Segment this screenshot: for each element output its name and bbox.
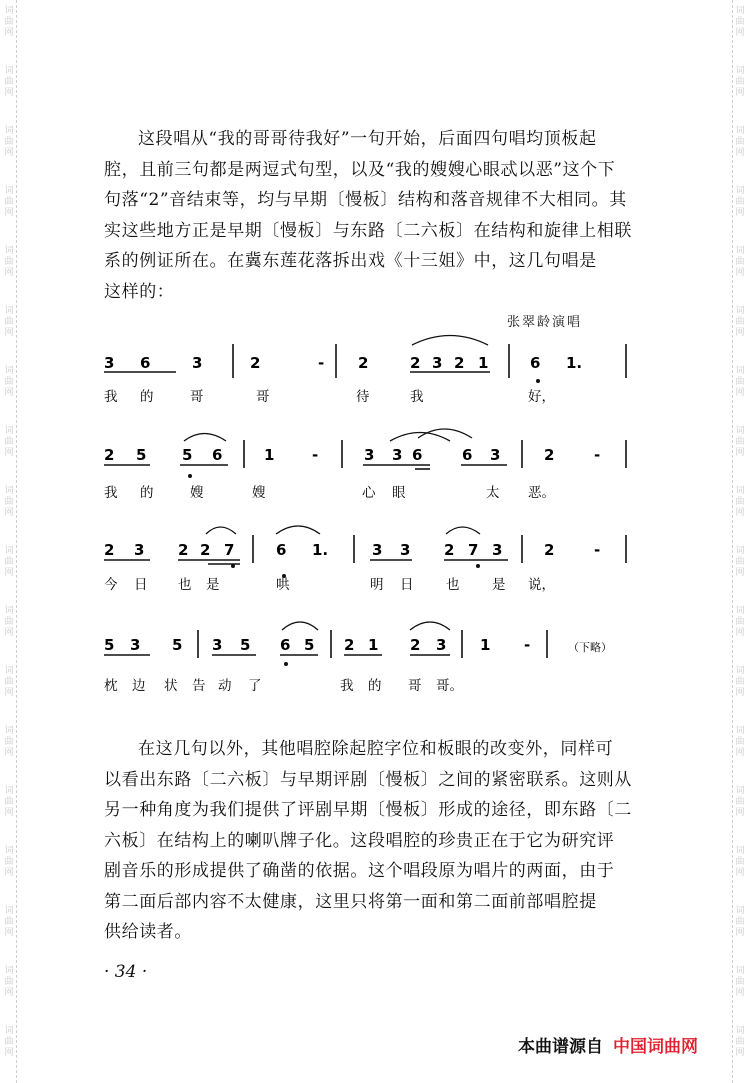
watermark-char: 曲 xyxy=(735,17,745,27)
watermark-char: 网 xyxy=(735,568,745,578)
score-lyric: 是 xyxy=(492,577,506,593)
watermark-char: 词 xyxy=(735,1026,745,1036)
score-note: 6 xyxy=(530,354,541,372)
watermark-char: 曲 xyxy=(735,137,745,147)
score-note: - xyxy=(524,636,531,654)
watermark-char: 曲 xyxy=(4,497,14,507)
text-line: 系的例证所在。在冀东莲花落拆出戏《十三姐》中，这几句唱是 xyxy=(104,251,597,271)
score-lyric: 枕 xyxy=(104,678,118,694)
watermark-char: 网 xyxy=(735,148,745,158)
score-lyric: 告 xyxy=(192,678,206,694)
watermark-char: 网 xyxy=(4,808,14,818)
score-lyric: 日 xyxy=(134,577,148,593)
score-note: 1 xyxy=(478,354,489,372)
watermark-char: 曲 xyxy=(735,857,745,867)
score-note: 6 xyxy=(276,541,287,559)
score-note: 2 xyxy=(104,541,115,559)
watermark-char: 曲 xyxy=(735,377,745,387)
score-lyric: 动 xyxy=(218,678,232,694)
watermark-char: 曲 xyxy=(4,317,14,327)
watermark-char: 曲 xyxy=(4,977,14,987)
score-lyric: 哥 xyxy=(190,389,204,405)
watermark-char: 曲 xyxy=(4,137,14,147)
text-line: 腔，且前三句都是两逗式句型，以及“我的嫂嫂心眼忒以恶”这个下 xyxy=(104,159,616,180)
watermark-char: 曲 xyxy=(735,557,745,567)
score-note: - xyxy=(318,354,325,372)
score-note: 3 xyxy=(492,541,503,559)
score-note: 3 xyxy=(372,541,383,559)
watermark-char: 网 xyxy=(4,148,14,158)
score-lyric: 我 xyxy=(104,485,118,501)
watermark-char: 曲 xyxy=(4,737,14,747)
score-lyric: 的 xyxy=(368,678,382,694)
score-lyric: 眼 xyxy=(392,485,406,501)
paragraph-analysis xyxy=(104,734,632,948)
watermark-char: 词 xyxy=(735,846,745,856)
score-lyric: 待 xyxy=(356,389,370,405)
score-note: 3 xyxy=(490,446,501,464)
watermark-char: 词 xyxy=(4,906,14,916)
watermark-char: 词 xyxy=(4,1026,14,1036)
watermark-char: 词 xyxy=(735,786,745,796)
watermark-char: 曲 xyxy=(735,737,745,747)
score-lyric: 哥。 xyxy=(436,678,463,694)
watermark-char: 网 xyxy=(4,568,14,578)
watermark-char: 曲 xyxy=(735,77,745,87)
watermark-char: 词 xyxy=(735,486,745,496)
source-site-link[interactable]: 中国词曲网 xyxy=(613,1037,698,1057)
score-note: 5 xyxy=(182,446,193,464)
score-note: 2 xyxy=(358,354,369,372)
performer-credit: 张翠龄演唱 xyxy=(507,315,583,330)
watermark-char: 曲 xyxy=(735,257,745,267)
watermark-char: 网 xyxy=(735,628,745,638)
score-note: 1. xyxy=(312,541,329,559)
watermark-char: 曲 xyxy=(735,497,745,507)
watermark-char: 曲 xyxy=(4,17,14,27)
watermark-char: 网 xyxy=(4,208,14,218)
score-note: 2 xyxy=(178,541,189,559)
watermark-char: 曲 xyxy=(4,257,14,267)
watermark-char: 词 xyxy=(4,186,14,196)
score-note: 2 xyxy=(344,636,355,654)
watermark-char: 词 xyxy=(4,546,14,556)
watermark-char: 曲 xyxy=(4,437,14,447)
watermark-char: 曲 xyxy=(735,197,745,207)
score-note: 6 xyxy=(280,636,291,654)
watermark-char: 网 xyxy=(4,1048,14,1058)
watermark-char: 网 xyxy=(4,988,14,998)
watermark-char: 曲 xyxy=(735,1037,745,1047)
score-lyric: 太 xyxy=(486,485,500,501)
watermark-char: 词 xyxy=(735,726,745,736)
watermark-char: 网 xyxy=(735,208,745,218)
score-note: 1 xyxy=(264,446,275,464)
score-note: 6 xyxy=(212,446,223,464)
watermark-char: 词 xyxy=(4,306,14,316)
score-note: 1 xyxy=(368,636,379,654)
watermark-char: 网 xyxy=(4,28,14,38)
score-note: 3 xyxy=(432,354,443,372)
watermark-char: 词 xyxy=(4,66,14,76)
watermark-char: 词 xyxy=(4,6,14,16)
score-note: 2 xyxy=(200,541,211,559)
score-note: 2 xyxy=(544,446,555,464)
score-note: 3 xyxy=(192,354,203,372)
score-lyric: 边 xyxy=(132,678,146,694)
text-line: 这样的： xyxy=(104,281,175,302)
score-lyric: 嫂 xyxy=(190,485,204,501)
score-note: 5 xyxy=(136,446,147,464)
watermark-char: 网 xyxy=(735,88,745,98)
watermark-char: 词 xyxy=(735,966,745,976)
text-line: 供给读者。 xyxy=(104,922,192,942)
watermark-char: 曲 xyxy=(4,377,14,387)
watermark-char: 网 xyxy=(735,928,745,938)
watermark-char: 词 xyxy=(735,6,745,16)
watermark-char: 网 xyxy=(735,508,745,518)
score-lyric: 嫂 xyxy=(252,485,266,501)
watermark-char: 网 xyxy=(735,328,745,338)
score-note: 3 xyxy=(212,636,223,654)
watermark-char: 词 xyxy=(4,486,14,496)
score-note: 2 xyxy=(410,636,421,654)
watermark-char: 网 xyxy=(735,268,745,278)
watermark-char: 词 xyxy=(4,426,14,436)
text-line: 六板〕在结构上的喇叭牌子化。这段唱腔的珍贵正在于它为研究评 xyxy=(104,830,615,851)
text-line: 以看出东路〔二六板〕与早期评剧〔慢板〕之间的紧密联系。这则从 xyxy=(104,769,632,790)
watermark-char: 词 xyxy=(735,306,745,316)
watermark-char: 网 xyxy=(735,688,745,698)
watermark-char: 网 xyxy=(735,808,745,818)
text-line: 句落“2”音结束等，均与早期〔慢板〕结构和落音规律不大相同。其 xyxy=(104,190,627,210)
watermark-char: 网 xyxy=(4,328,14,338)
watermark-char: 词 xyxy=(735,186,745,196)
score-note: 5 xyxy=(104,636,115,654)
watermark-char: 词 xyxy=(735,546,745,556)
watermark-char: 网 xyxy=(4,748,14,758)
source-credit xyxy=(518,1032,698,1057)
text-line: 第二面后部内容不太健康，这里只将第一面和第二面前部唱腔提 xyxy=(104,891,597,912)
score-lyric: 的 xyxy=(140,485,154,501)
score-note: 3 xyxy=(400,541,411,559)
text-line: 这段唱从“我的哥哥待我好”一句开始，后面四句唱均顶板起 xyxy=(138,129,597,149)
score-lyric: 我 xyxy=(104,389,118,405)
score-note: - xyxy=(594,541,601,559)
text-line: 实这些地方正是早期〔慢板〕与东路〔二六板〕在结构和旋律上相联 xyxy=(104,220,632,241)
score-note: 1 xyxy=(480,636,491,654)
score-lyric: 的 xyxy=(140,389,154,405)
score-note: 3 xyxy=(392,446,403,464)
score-note: 7 xyxy=(468,541,479,559)
watermark-char: 词 xyxy=(735,426,745,436)
watermark-char: 词 xyxy=(4,786,14,796)
watermark-char: 网 xyxy=(735,28,745,38)
watermark-char: 词 xyxy=(735,606,745,616)
score-lyric: 哥 xyxy=(256,389,270,405)
watermark-char: 曲 xyxy=(735,797,745,807)
watermark-char: 曲 xyxy=(735,977,745,987)
watermark-char: 曲 xyxy=(735,617,745,627)
watermark-char: 网 xyxy=(735,388,745,398)
watermark-char: 词 xyxy=(735,66,745,76)
watermark-char: 曲 xyxy=(4,617,14,627)
score-lyric: 哥 xyxy=(408,678,422,694)
score-lyric: 说， xyxy=(528,577,555,593)
score-note: 2 xyxy=(454,354,465,372)
watermark-char: 词 xyxy=(4,606,14,616)
score-note: 3 xyxy=(104,354,115,372)
watermark-char: 网 xyxy=(4,448,14,458)
score-lyric: 也 xyxy=(178,577,192,593)
score-lyric: 恶。 xyxy=(528,485,555,501)
watermark-char: 网 xyxy=(4,88,14,98)
watermark-char: 词 xyxy=(4,366,14,376)
watermark-char: 词 xyxy=(735,666,745,676)
score-note: 3 xyxy=(134,541,145,559)
watermark-char: 词 xyxy=(4,726,14,736)
score-note: - xyxy=(312,446,319,464)
score-note: 3 xyxy=(130,636,141,654)
watermark-char: 网 xyxy=(735,868,745,878)
watermark-char: 网 xyxy=(4,868,14,878)
watermark-char: 曲 xyxy=(4,197,14,207)
omitted-note-label: （下略） xyxy=(568,641,612,654)
score-note: 7 xyxy=(224,541,235,559)
score-lyric: 我 xyxy=(340,678,354,694)
score-note: 1. xyxy=(566,354,583,372)
watermark-char: 网 xyxy=(4,508,14,518)
score-note: 2 xyxy=(444,541,455,559)
page-number: · 34 · xyxy=(104,962,148,982)
watermark-char: 网 xyxy=(735,1048,745,1058)
source-prefix: 本曲谱源自 xyxy=(518,1037,603,1057)
score-note: - xyxy=(594,446,601,464)
watermark-char: 曲 xyxy=(4,917,14,927)
text-line: 在这几句以外，其他唱腔除起腔字位和板眼的改变外，同样可 xyxy=(138,739,614,759)
score-note: 3 xyxy=(436,636,447,654)
score-lyric: 是 xyxy=(206,577,220,593)
score-lyric: 日 xyxy=(400,577,414,593)
score-note: 2 xyxy=(544,541,555,559)
score-lyric: 也 xyxy=(446,577,460,593)
watermark-char: 词 xyxy=(4,846,14,856)
watermark-char: 网 xyxy=(4,688,14,698)
watermark-char: 网 xyxy=(735,748,745,758)
watermark-char: 曲 xyxy=(735,677,745,687)
score-note: 6 xyxy=(462,446,473,464)
score-lyric: 今 xyxy=(104,577,118,593)
score-lyric: 心 xyxy=(362,485,376,501)
score-note: 2 xyxy=(104,446,115,464)
watermark-char: 曲 xyxy=(4,1037,14,1047)
watermark-char: 词 xyxy=(735,126,745,136)
score-note: 6 xyxy=(412,446,423,464)
watermark-char: 网 xyxy=(735,448,745,458)
text-line: 另一种角度为我们提供了评剧早期〔慢板〕形成的途径，即东路〔二 xyxy=(104,800,632,820)
text-line: 剧音乐的形成提供了确凿的依据。这个唱段原为唱片的两面，由于 xyxy=(104,861,615,881)
score-lyric: 状 xyxy=(164,678,178,694)
watermark-char: 词 xyxy=(735,246,745,256)
score-note: 2 xyxy=(250,354,261,372)
score-lyric: 明 xyxy=(370,577,384,593)
score-note: 6 xyxy=(140,354,151,372)
watermark-char: 曲 xyxy=(735,317,745,327)
watermark-char: 曲 xyxy=(4,797,14,807)
score-lyric: 好， xyxy=(528,389,555,405)
score-lyric: 我 xyxy=(410,389,424,405)
watermark-char: 词 xyxy=(4,126,14,136)
score-lyric: 哄 xyxy=(276,577,290,593)
watermark-char: 网 xyxy=(4,628,14,638)
score-note: 5 xyxy=(304,636,315,654)
watermark-char: 词 xyxy=(4,666,14,676)
watermark-char: 词 xyxy=(4,966,14,976)
watermark-char: 曲 xyxy=(4,557,14,567)
watermark-char: 词 xyxy=(4,246,14,256)
score-note: 3 xyxy=(364,446,375,464)
watermark-char: 词 xyxy=(735,366,745,376)
score-lyric: 了 xyxy=(248,678,262,694)
watermark-char: 曲 xyxy=(735,917,745,927)
watermark-char: 网 xyxy=(4,928,14,938)
watermark-char: 网 xyxy=(735,988,745,998)
score-note: 2 xyxy=(410,354,421,372)
watermark-char: 网 xyxy=(4,388,14,398)
watermark-char: 曲 xyxy=(735,437,745,447)
watermark-char: 网 xyxy=(4,268,14,278)
watermark-char: 词 xyxy=(735,906,745,916)
score-note: 5 xyxy=(240,636,251,654)
watermark-char: 曲 xyxy=(4,677,14,687)
watermark-char: 曲 xyxy=(4,857,14,867)
score-note: 5 xyxy=(172,636,183,654)
watermark-char: 曲 xyxy=(4,77,14,87)
